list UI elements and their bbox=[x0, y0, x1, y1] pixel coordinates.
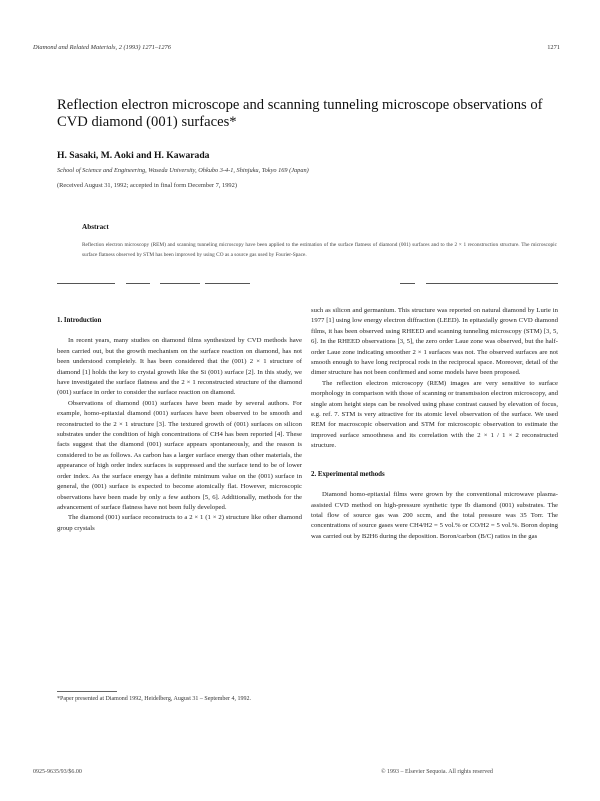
affiliation: School of Science and Engineering, Waseda University, Ohkubo 3-4-1, Shinjuku, Tokyo 169 (Japan) bbox=[57, 167, 309, 174]
left-column bbox=[57, 316, 302, 534]
abstract-heading: Abstract bbox=[82, 223, 109, 231]
paper-title: Reflection electron microscope and scanning tunneling microscope observations of CVD diamond (001) surfaces* bbox=[57, 97, 543, 130]
paragraph: Diamond homo-epitaxial films were grown by the conventional microwave plasma-assisted CVD method on high-pressure synthetic type Ib diamond (001) substrates. The total flow of source gas was 200 sccm, and the total pressure was 35 Torr. The concentrations of source gases were CH4/H2 = 5 vol.% or CO/H2 = 5 vol.%. Boron doping was carried out by B2H6 during the deposition. Boron/carbon (B/C) ratios in the gas bbox=[311, 491, 558, 540]
divider-segment bbox=[205, 283, 250, 284]
page-number: 1271 bbox=[547, 44, 560, 51]
divider-segment bbox=[126, 283, 150, 284]
divider-segment bbox=[160, 283, 200, 284]
paragraph: The reflection electron microscopy (REM) images are very sensitive to surface morphology in comparison with those of scanning or transmission electron microscopy, and single atom height steps can be resolved using phase contrast caused by elevation of focus, e.g. ref. 7. STM is very attractive for its atomic level observation of the surface. We used REM for macroscopic observation and STM for microscopic observation to estimate the improved surface smoothness and its correlation with the 2 × 1 / 1 × 2 reconstructed structure. bbox=[311, 379, 558, 450]
authors: H. Sasaki, M. Aoki and H. Kawarada bbox=[57, 150, 210, 161]
divider-segment bbox=[57, 283, 115, 284]
copyright: © 1993 – Elsevier Sequoia. All rights reserved bbox=[381, 769, 493, 775]
paragraph: such as silicon and germanium. This structure was reported on natural diamond by Lurie in 1977 [1] using low energy electron diffraction (LEED). In epitaxially grown CVD diamond films, it has been observed using RHEED and scanning tunneling microscopy (STM) [3, 5, 6]. In the RHEED observations [3, 5], the zero order Laue zone was observed, but the half-order Laue zone indicating smoother 2 × 1 surfaces was not. The observed surfaces are not smooth enough to have long reciprocal rods in the reciprocal space. Moreover, detail of the dimer structure has not been confirmed and some models have been proposed. bbox=[311, 307, 558, 377]
abstract-text: Reflection electron microscopy (REM) and scanning tunneling microscopy have been applied to the estimation of the surface flatness of diamond (001) surfaces and to the 2 × 1 reconstruction structure. The microscopic surface flatness observed by STM has been improved by using CO as a source gas used by Fourier-Space. bbox=[82, 242, 557, 258]
paragraph: Observations of diamond (001) surfaces have been made by several authors. For example, homo-epitaxial diamond (001) surfaces have been observed to be smooth and reconstructed to the 2 × 1 structure [3]. The textured growth of (001) surfaces on silicon substrates under the condition of high concentrations of CH4 has been reported [4]. These facts suggest that the diamond (001) surface appears spontaneously, and the reason is considered to be as follows. As carbon has a larger surface energy than other materials, the appearance of high order index surfaces is suppressed and the surface tend to be of lower order index. As the surface energy has a definite minimum value on the (001) surface in general, the (001) surface is expected to become atomically flat. However, microscopic observations have been made by only a few authors [5, 6]. Additionally, methods for the advancement of surface flatness have not been fully developed. bbox=[57, 399, 302, 511]
footnote: *Paper presented at Diamond 1992, Heidelberg, August 31 – September 4, 1992. bbox=[57, 696, 252, 702]
received-dates: (Received August 31, 1992; accepted in final form December 7, 1992) bbox=[57, 182, 237, 189]
footnote-divider bbox=[57, 691, 117, 692]
paragraph: The diamond (001) surface reconstructs to a 2 × 1 (1 × 2) structure like other diamond group crystals bbox=[57, 514, 302, 532]
divider-segment bbox=[400, 283, 415, 284]
right-column bbox=[311, 306, 558, 542]
paragraph: In recent years, many studies on diamond films synthesized by CVD methods have been carried out, but the growth mechanism on the surface reaction on diamond, has not been understood completely. It has been considered that the (001) 2 × 1 structure of diamond [1] holds the key to crystal growth like the Si (001) surface [2]. In this study, we have investigated the surface flatness and the 2 × 1 reconstructed structure of the diamond (001) surface in order to consider the surface reaction on diamond. bbox=[57, 337, 302, 397]
divider-segment bbox=[426, 283, 558, 284]
section-heading-experimental: 2. Experimental methods bbox=[311, 470, 385, 478]
issn-price-code: 0925-9635/93/$6.00 bbox=[33, 769, 82, 775]
journal-citation: Diamond and Related Materials, 2 (1993) 1271–1276 bbox=[33, 44, 171, 51]
section-heading-introduction: 1. Introduction bbox=[57, 317, 102, 324]
